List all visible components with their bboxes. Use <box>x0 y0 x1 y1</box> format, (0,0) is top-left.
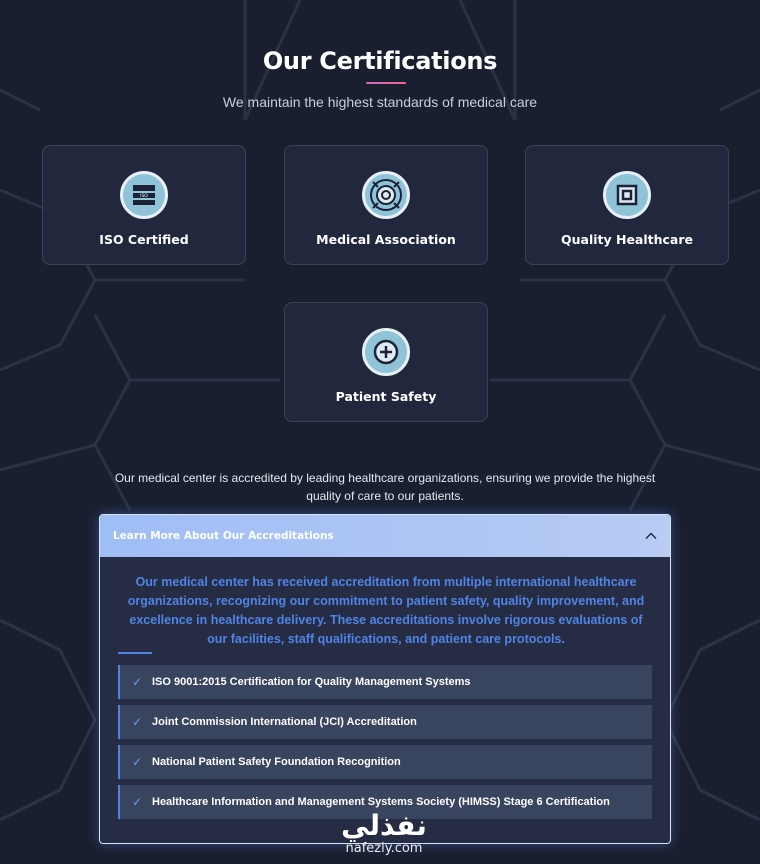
accordion-toggle-header[interactable] <box>100 515 670 557</box>
certification-card-patient-safety <box>284 302 488 422</box>
certification-label: Quality Healthcare <box>560 232 694 247</box>
certification-card-medical-association <box>284 145 488 265</box>
check-icon: ✓ <box>132 715 143 729</box>
accent-divider <box>118 652 152 654</box>
svg-text:ISO: ISO <box>140 194 148 200</box>
accordion-title: Learn More About Our Accreditations <box>113 530 334 542</box>
page-subtitle: We maintain the highest standards of medical care <box>222 94 538 110</box>
accreditation-item-label: Healthcare Information and Management Systems Society (HIMSS) Stage 6 Certification <box>152 796 610 808</box>
plus-circle-icon <box>362 328 410 376</box>
certification-label: Patient Safety <box>335 389 437 404</box>
accordion-description: Our medical center has received accreditation from multiple international healthcare organizations, recognizing our commitment to patient safety, quality improvement, and excellence in healthcare delivery. These accreditations involve rigorous evaluations of our facilities, staff qualifications, and patient care protocols. <box>127 575 645 646</box>
check-icon: ✓ <box>132 755 143 769</box>
certification-card-quality-healthcare <box>525 145 729 265</box>
page-title: Our Certifications <box>262 47 498 75</box>
watermark-arabic: نفذلي <box>341 809 427 842</box>
list-item <box>118 705 652 739</box>
certification-label: ISO Certified <box>99 232 189 247</box>
certification-label: Medical Association <box>316 232 456 247</box>
title-underline <box>366 82 406 84</box>
accreditations-accordion <box>99 514 671 844</box>
accreditation-item-label: Joint Commission International (JCI) Accreditation <box>152 716 417 728</box>
list-item <box>118 745 652 779</box>
list-item <box>118 665 652 699</box>
watermark-logo <box>336 810 432 856</box>
watermark-latin: nafezly.com <box>345 841 423 856</box>
accreditation-item-label: National Patient Safety Foundation Recognition <box>152 756 401 768</box>
square-icon <box>603 171 651 219</box>
accreditation-item-label: ISO 9001:2015 Certification for Quality Management Systems <box>152 676 471 688</box>
chevron-up-icon[interactable] <box>644 529 658 543</box>
check-icon: ✓ <box>132 675 143 689</box>
accreditation-intro-text: Our medical center is accredited by leading healthcare organizations, ensuring we provide the highest quality of care to our patients. <box>114 471 656 503</box>
check-icon: ✓ <box>132 795 143 809</box>
target-icon <box>362 171 410 219</box>
iso-icon <box>120 171 168 219</box>
certification-card-iso <box>42 145 246 265</box>
